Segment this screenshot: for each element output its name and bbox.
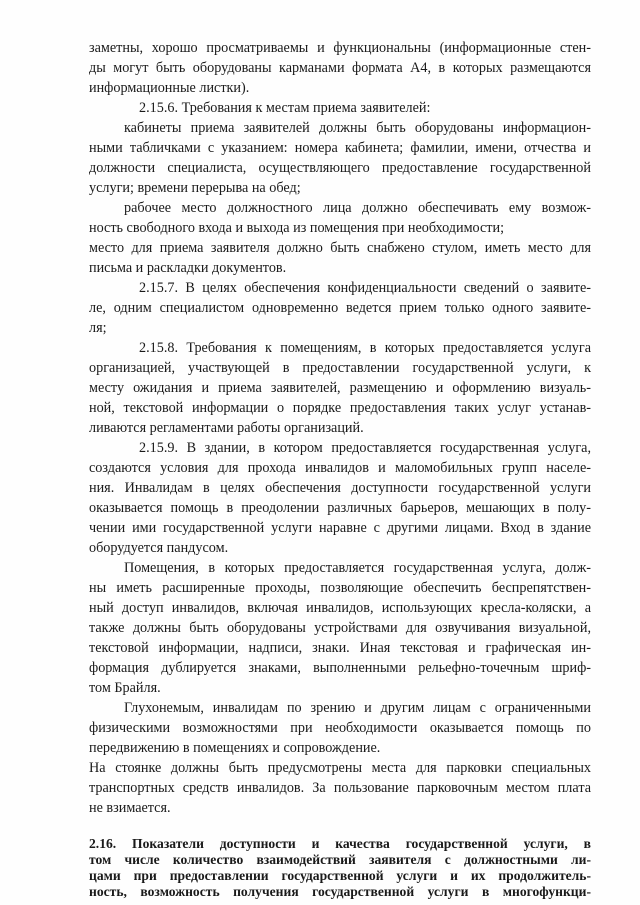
text-line: не взимается.: [89, 800, 171, 816]
text-line: ния. Инвалидам в целях обеспечения доступности государственной услуги: [89, 480, 591, 496]
section-heading-line: цами при предоставлении государственной услуги и их продолжитель-: [89, 868, 591, 883]
text-line: физическими возможностями при необходимости оказывается помощь по: [89, 720, 591, 736]
text-line: ными табличками с указанием: номера кабинета; фамилии, имени, отчества и: [89, 140, 591, 156]
text-line: 2.15.8. Требования к помещениям, в которых предоставляется услуга: [139, 340, 591, 356]
text-line: ной, текстовой информации о порядке предоставления таких услуг устанав-: [89, 400, 591, 416]
section-subheading: 2.15.6. Требования к местам приема заявителей:: [139, 100, 431, 116]
text-line: формация дублируется знаками, выполненными рельефно-точечным шриф-: [89, 660, 591, 676]
text-line: месту ожидания и приема заявителей, размещению и оформлению визуаль-: [89, 380, 591, 396]
text-line: письма и раскладки документов.: [89, 260, 287, 276]
text-line: заметны, хорошо просматриваемы и функциональны (информационные стен-: [89, 40, 591, 56]
text-line: рабочее место должностного лица должно обеспечивать ему возмож-: [124, 200, 591, 216]
text-line: организацией, участвующей в предоставлении государственной услуги, к: [89, 360, 591, 376]
text-line: ды могут быть оборудованы карманами формата А4, в которых размещаются: [89, 60, 591, 76]
text-line: передвижению в помещениях и сопровождение.: [89, 740, 381, 756]
text-line: чении ими государственной услуги наравне с другими лицами. Вход в здание: [89, 520, 591, 536]
text-line: транспортных средств инвалидов. За пользование парковочным местом плата: [89, 780, 591, 796]
text-line: текстовой информации, надписи, знаки. Иная текстовая и графическая ин-: [89, 640, 591, 656]
text-line: оборудуется пандусом.: [89, 540, 229, 556]
section-heading-line: ность, возможность получения государственной услуги в многофункци-: [89, 884, 591, 899]
text-line: ле, одним специалистом одновременно ведется прием только одного заявите-: [89, 300, 591, 316]
text-line: ный доступ инвалидов, включая инвалидов, использующих кресла-коляски, а: [89, 600, 591, 616]
text-line: услуги; времени перерыва на обед;: [89, 180, 301, 196]
text-line: том Брайля.: [89, 680, 161, 696]
text-line: ны иметь расширенные проходы, позволяющие обеспечить беспрепятствен-: [89, 580, 591, 596]
text-line: кабинеты приема заявителей должны быть оборудованы информацион-: [124, 120, 591, 136]
text-line: также должны быть оборудованы устройствами для озвучивания визуальной,: [89, 620, 591, 636]
text-line: место для приема заявителя должно быть снабжено стулом, иметь место для: [89, 240, 591, 256]
text-line: Глухонемым, инвалидам по зрению и другим лицам с ограниченными: [124, 700, 591, 716]
section-heading-line: 2.16. Показатели доступности и качества государственной услуги, в: [89, 836, 591, 851]
section-heading-line: том числе количество взаимодействий заявителя с должностными ли-: [89, 852, 591, 867]
text-line: создаются условия для прохода инвалидов и маломобильных групп населе-: [89, 460, 591, 476]
text-line: оказывается помощь в преодолении различных барьеров, мешающих в полу-: [89, 500, 591, 516]
text-line: ля;: [89, 320, 107, 336]
text-line: ность свободного входа и выхода из помещения при необходимости;: [89, 220, 505, 236]
text-line: На стоянке должны быть предусмотрены места для парковки специальных: [89, 760, 591, 776]
text-line: 2.15.7. В целях обеспечения конфиденциальности сведений о заявите-: [139, 280, 591, 296]
text-line: ливаются регламентами работы организаций.: [89, 420, 364, 436]
text-line: 2.15.9. В здании, в котором предоставляется государственная услуга,: [139, 440, 591, 456]
text-line: Помещения, в которых предоставляется государственная услуга, долж-: [124, 560, 591, 576]
text-line: должности специалиста, осуществляющего предоставление государственной: [89, 160, 591, 176]
text-line: информационные листки).: [89, 80, 250, 96]
